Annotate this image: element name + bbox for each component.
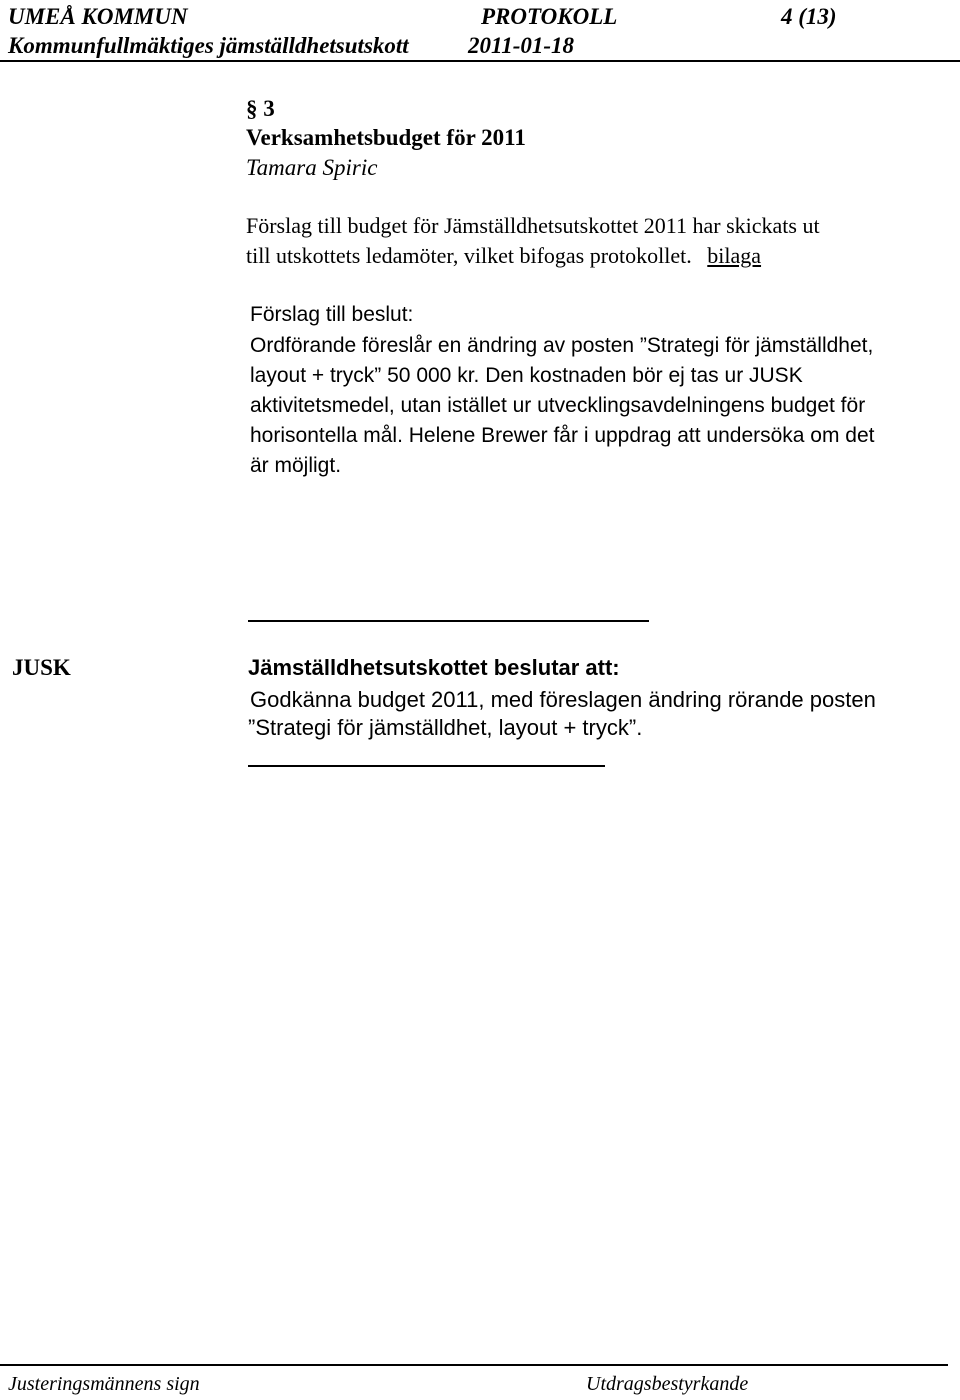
footer-sign: Justeringsmännens sign [8,1373,200,1395]
doc-type: PROTOKOLL [481,4,618,29]
attachment-link[interactable]: bilaga [707,243,762,268]
page-number: 4 (13) [781,4,837,29]
decision-label: JUSK [12,655,71,680]
org-name: UMEÅ KOMMUN [8,4,188,29]
committee-name: Kommunfullmäktiges jämställdhetsutskott [8,33,409,58]
proposal-line-4: horisontella mål. Helene Brewer får i uppdrag att undersöka om det [250,424,875,447]
separator-rule-bottom [248,765,605,767]
section-author: Tamara Spiric [246,155,378,180]
header-rule [0,60,960,62]
intro-line-1: Förslag till budget för Jämställdhetsutskottet 2011 har skickats ut [246,213,820,238]
proposal-line-2: layout + tryck” 50 000 kr. Den kostnaden bör ej tas ur JUSK [250,364,803,387]
proposal-line-5: är möjligt. [250,454,342,477]
intro-line-2-text: till utskottets ledamöter, vilket bifogas protokollet. [246,243,692,268]
decision-heading: Jämställdhetsutskottet beslutar att: [248,655,620,680]
section-title: Verksamhetsbudget för 2011 [246,125,526,150]
footer-extract: Utdragsbestyrkande [586,1373,749,1395]
decision-line-1: Godkänna budget 2011, med föreslagen ändring rörande posten [250,687,876,712]
proposal-heading: Förslag till beslut: [250,303,414,326]
proposal-line-3: aktivitetsmedel, utan istället ur utvecklingsavdelningens budget för [250,394,866,417]
meeting-date: 2011-01-18 [468,33,575,58]
separator-rule-top [248,620,649,622]
intro-line-2 [246,243,761,269]
decision-line-2: ”Strategi för jämställdhet, layout + tryck”. [248,715,643,740]
section-number: § 3 [246,96,275,121]
proposal-line-1: Ordförande föreslår en ändring av posten ”Strategi för jämställdhet, [250,334,874,357]
footer-rule [0,1364,948,1366]
